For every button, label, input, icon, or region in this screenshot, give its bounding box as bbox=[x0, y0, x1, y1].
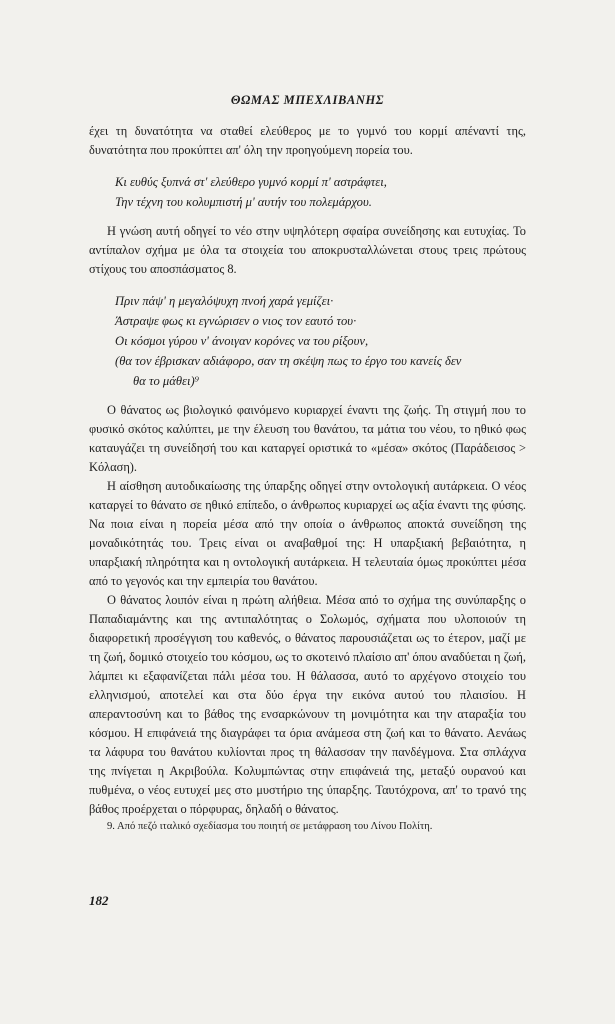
page-number: 182 bbox=[89, 893, 109, 908]
paragraph-5: Ο θάνατος λοιπόν είναι η πρώτη αλήθεια. Μέσα από το σχήμα της συνύπαρξης ο Παπαδιαμάντης και της αντιπαλότητας ο Σολωμός, σχήματα που υλοποιούν τη διαφορετική προσέγγιση του καθενός, ο θάνατος παρουσιάζεται ως το έτερον, μαζί με τη ζωή, δομικό στοιχείο του κόσμου, ως το σκοτεινό πλαίσιο απ' όπου αναδύεται η ζωή, λάμπει κι εξαφανίζεται πάλι μέσα του. Η θάλασσα, αυτό το αρχέγονο στοιχείο του ελληνισμού, αποτελεί και στα δύο έργα την εικόνα αυτού του πλαισίου. Η απεραντοσύνη και το βάθος της ενσαρκώνουν τη μονιμότητα και την αταραξία του κόσμου. Η επιφάνειά της διαγράφει τα όρια ανάμεσα στη ζωή και το θάνατο. Αενάως τα λάφυρα του θανάτου κυλίονται προς τη θάλασσαν την πανδέγμονα. Στα σπλάχνα της πνίγεται η Ακριβούλα. Κολυμπώντας στην επιφάνειά της, μεταξύ ουρανού και πυθμένα, ο νέος ευτυχεί μες στο μυστήριο της ύπαρξης. Ταυτόχρονα, απ' το τρανό της βάθος προέρχεται ο πόρφυρας, δηλαδή ο θάνατος. bbox=[89, 593, 526, 816]
paragraph-4: Η αίσθηση αυτοδικαίωσης της ύπαρξης οδηγεί στην οντολογική αυτάρκεια. Ο νέος καταργεί το θάνατο σε ηθικό επίπεδο, ο άνθρωπος κυριαρχεί ως αξία έναντι της φύσης. Να ποια είναι η πορεία μέσα από την οποία ο άνθρωπος αποκτά συνείδηση της μοναδικότητάς του. Τρεις είναι οι αναβαθμοί της: Η υπαρξιακή βεβαιότητα, η υπαρξιακή πληρότητα και η οντολογική αυτάρκεια. Η τελευταία όμως προκύπτει μέσα από το γεγονός και την εμπειρία του θανάτου. bbox=[89, 479, 526, 588]
verse-line: Κι ευθύς ξυπνά στ' ελεύθερο γυμνό κορμί π' αστράφτει, bbox=[115, 175, 387, 189]
paragraph-3: Ο θάνατος ως βιολογικό φαινόμενο κυριαρχεί έναντι της ζωής. Τη στιγμή που το φυσικό σκότος καλύπτει, με την έλευση του θανάτου, τα μάτια του νέου, το ηθικό φως καταυγάζει τη συνείδησή του και καταργεί οριστικά το «μέσα» σκότος (Παράδεισος > Κόλαση). bbox=[89, 403, 526, 474]
running-header: ΘΩΜΑΣ ΜΠΕΧΛΙΒΑΝΗΣ bbox=[230, 93, 385, 107]
verse-block-1 bbox=[115, 172, 526, 212]
verse-line: Την τέχνη του κολυμπιστή μ' αυτήν του πολεμάρχου. bbox=[115, 195, 372, 209]
paragraph-1: έχει τη δυνατότητα να σταθεί ελεύθερος με το γυμνό του κορμί απέναντί της, δυνατότητα που προκύπτει απ' όλη την προηγούμενη πορεία του. bbox=[89, 124, 526, 157]
footnote: 9. Από πεζό ιταλικό σχεδίασμα του ποιητή σε μετάφραση του Λίνου Πολίτη. bbox=[107, 821, 433, 832]
verse-line: θα το μάθει)⁹ bbox=[133, 374, 200, 388]
paragraph-2: Η γνώση αυτή οδηγεί το νέο στην υψηλότερη σφαίρα συνείδησης και ευτυχίας. Το αντίπαλον σχήμα με όλα τα στοιχεία του αποκρυσταλλώνεται στους τρεις πρώτους στίχους του αποσπάσματος 8. bbox=[89, 224, 526, 276]
verse-line: Πριν πάψ' η μεγαλόψυχη πνοή χαρά γεμίζει· bbox=[115, 294, 334, 308]
body-text bbox=[89, 122, 526, 834]
verse-line: Οι κόσμοι γύρου ν' άνοιγαν κορόνες να του ρίξουν, bbox=[115, 334, 369, 348]
verse-line: Άστραψε φως κι εγνώρισεν ο νιος τον εαυτό του· bbox=[115, 314, 357, 328]
verse-line: (θα τον έβρισκαν αδιάφορο, σαν τη σκέψη πως το έργο του κανείς δεν bbox=[115, 354, 462, 368]
verse-block-2 bbox=[115, 291, 526, 391]
